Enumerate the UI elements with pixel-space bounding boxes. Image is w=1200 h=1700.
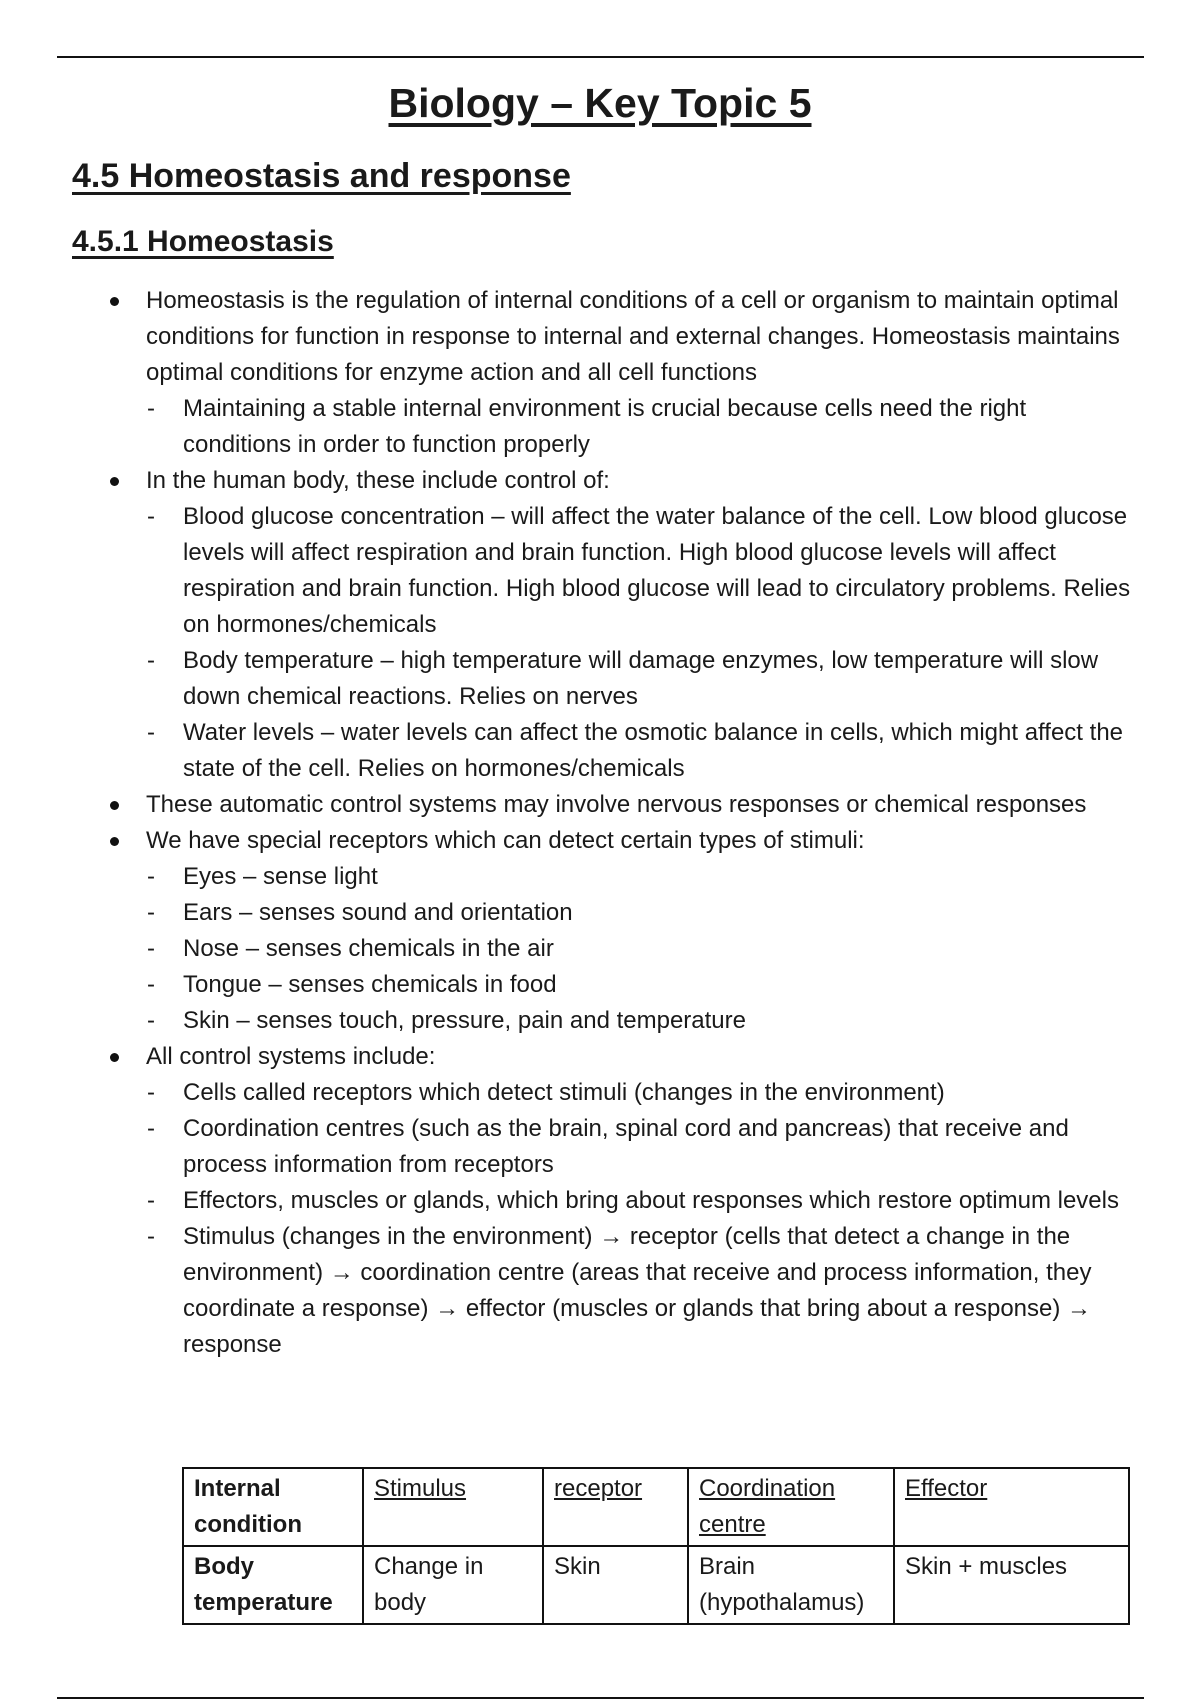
sub-item: - Eyes – sense light: [0, 859, 1200, 895]
sub-item: - Cells called receptors which detect stimuli (changes in the environment): [0, 1075, 1200, 1111]
table-header-cell: Internal condition: [183, 1468, 363, 1546]
bullet-item: Homeostasis is the regulation of internal conditions of a cell or organism to maintain optimal conditions for function in response to internal and external changes. Homeostasis maintains optimal conditions for enzyme action and all cell functions: [0, 283, 1200, 391]
sub-item: - Stimulus (changes in the environment) → receptor (cells that detect a change in the environment) → coordination centre (areas that receive and process information, they coordinate a response) → effector (muscles or glands that bring about a response) → response: [0, 1219, 1200, 1363]
table-cell: Brain (hypothalamus): [688, 1546, 894, 1624]
table-header-cell: Effector: [894, 1468, 1129, 1546]
table-row: [183, 1546, 1129, 1624]
bullet-item: These automatic control systems may involve nervous responses or chemical responses: [0, 787, 1200, 823]
top-rule: [57, 56, 1144, 58]
bullet-item: We have special receptors which can detect certain types of stimuli:: [0, 823, 1200, 859]
sub-item: - Skin – senses touch, pressure, pain and temperature: [0, 1003, 1200, 1039]
sub-item: - Maintaining a stable internal environment is crucial because cells need the right conditions in order to function properly: [0, 391, 1200, 463]
document-title: Biology – Key Topic 5: [388, 80, 812, 126]
subsection-heading: 4.5.1 Homeostasis: [72, 225, 334, 258]
bullet-item: In the human body, these include control of:: [0, 463, 1200, 499]
sub-item: - Tongue – senses chemicals in food: [0, 967, 1200, 1003]
sub-item: - Water levels – water levels can affect the osmotic balance in cells, which might affect the state of the cell. Relies on hormones/chemicals: [0, 715, 1200, 787]
sub-item: - Coordination centres (such as the brain, spinal cord and pancreas) that receive and process information from receptors: [0, 1111, 1200, 1183]
sub-item: - Effectors, muscles or glands, which bring about responses which restore optimum levels: [0, 1183, 1200, 1219]
table-header-cell: Stimulus: [363, 1468, 543, 1546]
table-cell: Skin: [543, 1546, 688, 1624]
bottom-rule: [57, 1697, 1144, 1699]
table-cell: Change in body: [363, 1546, 543, 1624]
table-header-cell: Coordination centre: [688, 1468, 894, 1546]
table-header-row: [183, 1468, 1129, 1546]
sub-item: - Ears – senses sound and orientation: [0, 895, 1200, 931]
bullet-item: All control systems include:: [0, 1039, 1200, 1075]
table-header-cell: receptor: [543, 1468, 688, 1546]
sub-item: - Blood glucose concentration – will affect the water balance of the cell. Low blood glucose levels will affect respiration and brain function. High blood glucose levels will affect respiration and brain function. High blood glucose will lead to circulatory problems. Relies on hormones/chemicals: [0, 499, 1200, 643]
control-system-table: [182, 1467, 1130, 1625]
notes-body: [0, 283, 1200, 1363]
section-heading: 4.5 Homeostasis and response: [72, 157, 571, 195]
table-cell: Skin + muscles: [894, 1546, 1129, 1624]
sub-item: - Nose – senses chemicals in the air: [0, 931, 1200, 967]
table-cell: Body temperature: [183, 1546, 363, 1624]
sub-item: - Body temperature – high temperature will damage enzymes, low temperature will slow down chemical reactions. Relies on nerves: [0, 643, 1200, 715]
